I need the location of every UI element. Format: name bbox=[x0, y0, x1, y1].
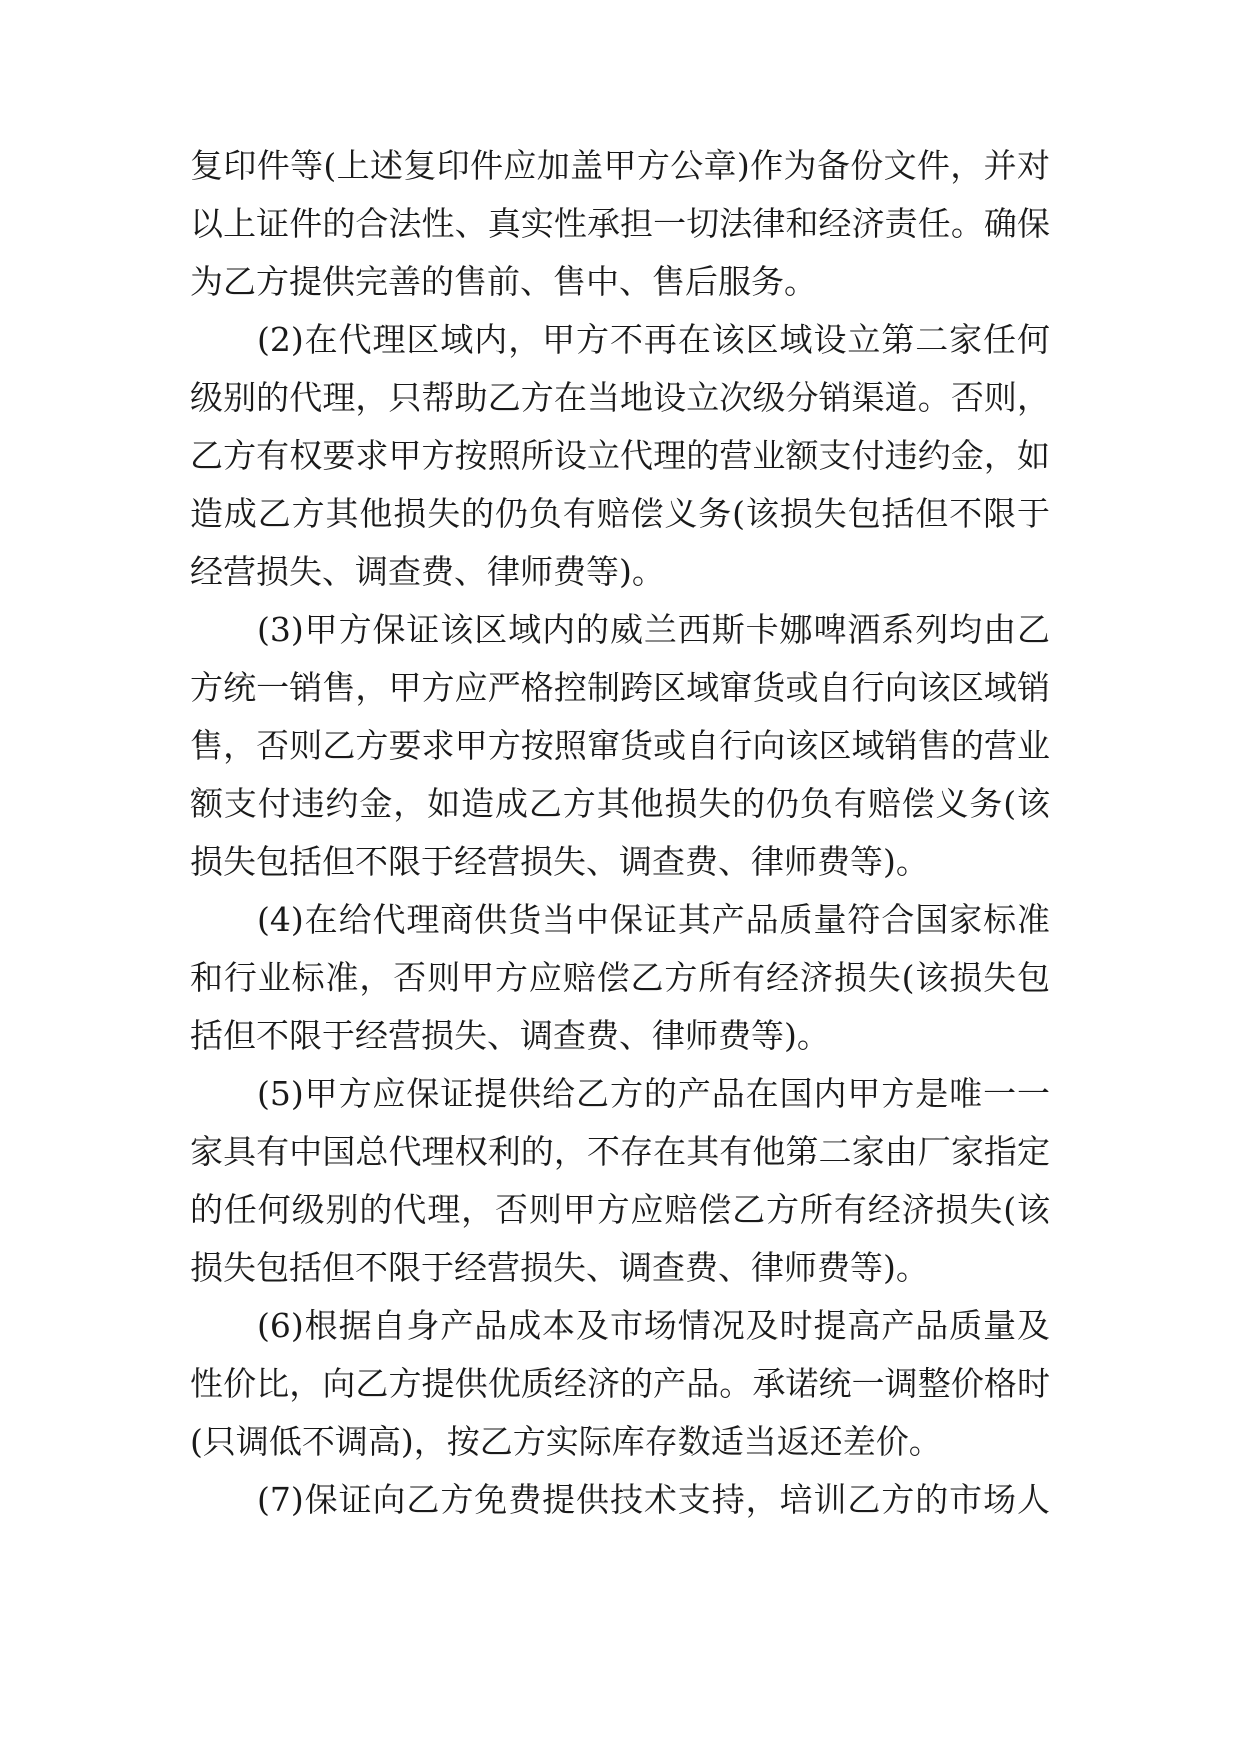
text-line: 售，否则乙方要求甲方按照窜货或自行向该区域销售的营业 bbox=[190, 726, 1050, 765]
text-line: (7)保证向乙方免费提供技术支持，培训乙方的市场人 bbox=[257, 1480, 1050, 1519]
text-line: (6)根据自身产品成本及市场情况及时提高产品质量及 bbox=[257, 1306, 1050, 1345]
text-line: 损失包括但不限于经营损失、调查费、律师费等)。 bbox=[190, 842, 929, 881]
text-line: 额支付违约金，如造成乙方其他损失的仍负有赔偿义务(该 bbox=[190, 784, 1050, 823]
text-line: 乙方有权要求甲方按照所设立代理的营业额支付违约金，如 bbox=[190, 436, 1050, 475]
text-line: (4)在给代理商供货当中保证其产品质量符合国家标准 bbox=[257, 900, 1050, 939]
text-line: 级别的代理，只帮助乙方在当地设立次级分销渠道。否则， bbox=[190, 378, 1050, 417]
text-line: (5)甲方应保证提供给乙方的产品在国内甲方是唯一一 bbox=[257, 1074, 1050, 1113]
text-line: 性价比，向乙方提供优质经济的产品。承诺统一调整价格时 bbox=[190, 1364, 1050, 1403]
text-line: (3)甲方保证该区域内的威兰西斯卡娜啤酒系列均由乙 bbox=[257, 610, 1050, 649]
text-line: 家具有中国总代理权利的，不存在其有他第二家由厂家指定 bbox=[190, 1132, 1050, 1171]
text-line: 以上证件的合法性、真实性承担一切法律和经济责任。确保 bbox=[190, 204, 1050, 243]
text-line: (2)在代理区域内，甲方不再在该区域设立第二家任何 bbox=[257, 320, 1050, 359]
text-line: 损失包括但不限于经营损失、调查费、律师费等)。 bbox=[190, 1248, 929, 1287]
text-line: 造成乙方其他损失的仍负有赔偿义务(该损失包括但不限于 bbox=[190, 494, 1050, 533]
text-line: (只调低不调高)，按乙方实际库存数适当返还差价。 bbox=[190, 1422, 942, 1461]
text-line: 为乙方提供完善的售前、售中、售后服务。 bbox=[190, 262, 817, 301]
text-line: 方统一销售，甲方应严格控制跨区域窜货或自行向该区域销 bbox=[190, 668, 1050, 707]
text-line: 和行业标准，否则甲方应赔偿乙方所有经济损失(该损失包 bbox=[190, 958, 1050, 997]
text-line: 经营损失、调查费、律师费等)。 bbox=[190, 552, 665, 591]
text-line: 括但不限于经营损失、调查费、律师费等)。 bbox=[190, 1016, 830, 1055]
text-line: 的任何级别的代理，否则甲方应赔偿乙方所有经济损失(该 bbox=[190, 1190, 1050, 1229]
text-line: 复印件等(上述复印件应加盖甲方公章)作为备份文件，并对 bbox=[190, 146, 1050, 185]
